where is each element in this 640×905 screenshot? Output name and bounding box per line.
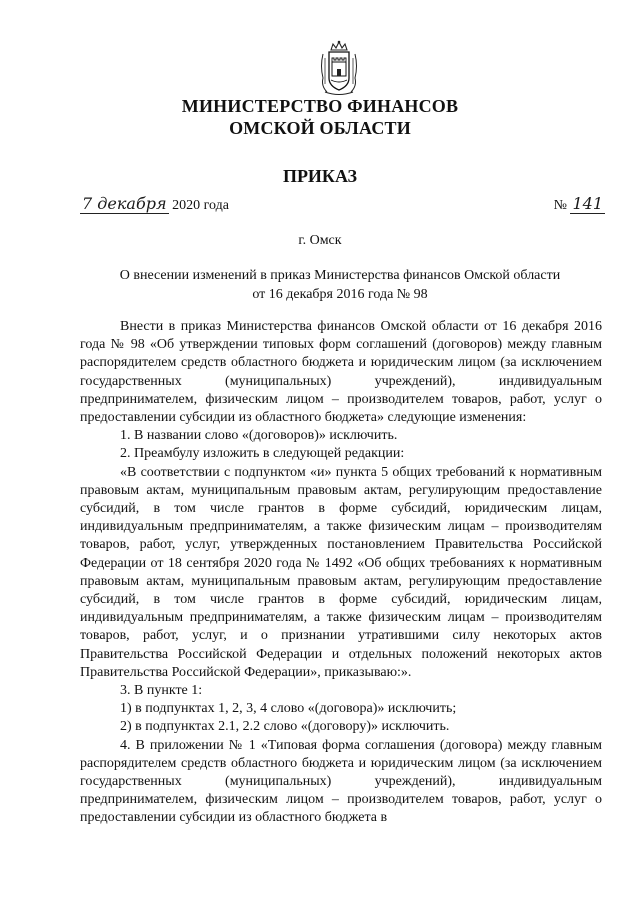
ministry-name-line2: ОМСКОЙ ОБЛАСТИ: [229, 118, 411, 138]
body-paragraph: «В соответствии с подпунктом «и» пункта 5 общих требований к нормативным правовым актам, муниципальным правовым актам, регулирующим предоставление субсидий, в том числе грантов в форме субсидий, юридическим лицам, индивидуальным предпринимателям, а также физическим лицам – производителям товаров, работ, услуг, утвержденных постановлением Правительства Российской Федерации от 18 сентября 2020 года № 1492 «Об общих требованиях к нормативным правовым актам, муниципальным правовым актам, регулирующим предоставление субсидий, в том числе грантов в форме субсидий, юридическим лицам, индивидуальным предпринимателям, а также физическим лицам – производителям товаров, работ, услуг, и о признании утратившими силу некоторых актов Правительства Российской Федерации и отдельных положений некоторых актов Правительства Российской Федерации», приказываю:».: [80, 464, 602, 680]
subject-line1: О внесении изменений в приказ Министерства финансов Омской области: [119, 268, 561, 283]
body-paragraph: 4. В приложении № 1 «Типовая форма соглашения (договора) между главным распорядителем средств областного бюджета и юридическим лицом (за исключением государственных (муниципальных) учреждений), индивидуальным предпринимателем, физическим лицом – производителем товаров, работ, услуг о предоставлении субсидии из областного бюджета в: [80, 737, 602, 826]
subject-line2: от 16 декабря 2016 года № 98: [252, 287, 428, 302]
number-prefix: №: [553, 198, 567, 213]
city: г. Омск: [298, 233, 342, 248]
order-number: [554, 194, 605, 214]
ministry-name-line1: МИНИСТЕРСТВО ФИНАНСОВ: [181, 96, 459, 116]
document-type-title: ПРИКАЗ: [282, 166, 358, 186]
handwritten-number: 141: [572, 194, 603, 213]
body-paragraph: 1. В названии слово «(договоров)» исключить.: [120, 428, 398, 444]
body-paragraph: Внести в приказ Министерства финансов Омской области от 16 декабря 2016 года № 98 «Об утверждении типовых форм соглашений (договоров) между главным распорядителем средств областного бюджета и юридическим лицом (за исключением государственных (муниципальных) учреждений), индивидуальным предпринимателем, физическим лицом – производителем товаров, работ, услуг о предоставлении субсидии из областного бюджета» следующие изменения:: [80, 319, 602, 426]
order-date: [80, 194, 229, 214]
coat-of-arms-icon: [319, 40, 359, 97]
handwritten-date: 7 декабря: [82, 194, 167, 213]
body-paragraph: 1) в подпунктах 1, 2, 3, 4 слово «(договора)» исключить;: [120, 701, 457, 717]
order-body: [80, 318, 602, 828]
date-year: 2020 года: [172, 198, 229, 213]
body-paragraph: 2. Преамбулу изложить в следующей редакции:: [120, 446, 405, 462]
body-paragraph: 3. В пункте 1:: [120, 683, 203, 699]
body-paragraph: 2) в подпунктах 2.1, 2.2 слово «(договору)» исключить.: [120, 719, 450, 735]
order-subject: [80, 266, 600, 304]
